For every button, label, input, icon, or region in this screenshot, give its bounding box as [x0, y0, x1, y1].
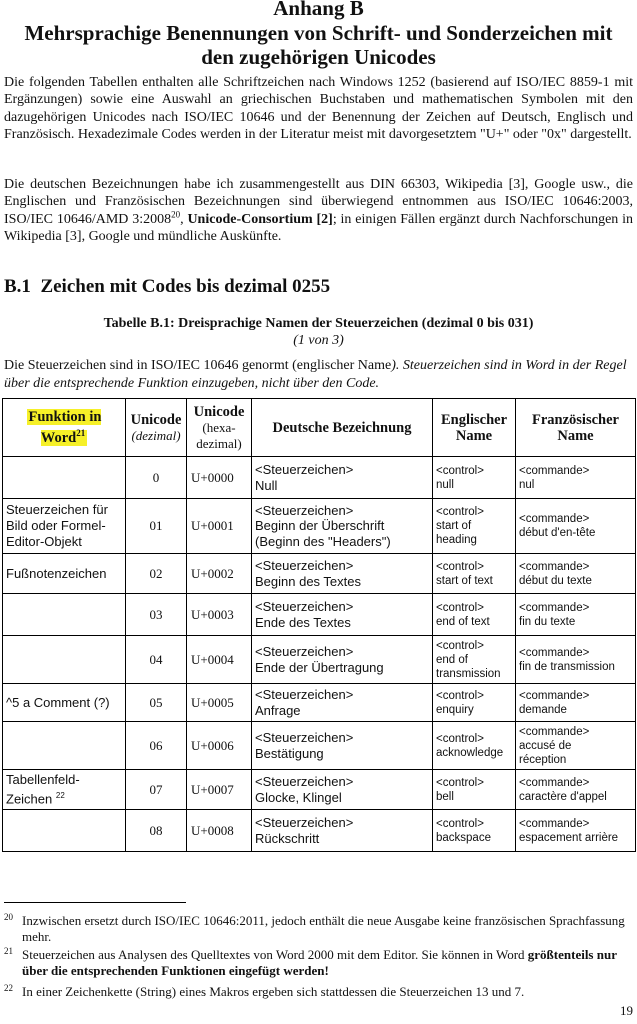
cell-englisch — [433, 684, 516, 722]
cell-franz — [516, 457, 636, 499]
footnote-21: 21 Steuerzeichen aus Analysen des Quelltextes von Word 2000 mit dem Editor. Sie können in Word größtenteils nur über die entsprechenden Funktionen eingefügt werden! — [4, 946, 617, 978]
cell-englisch-line: bell — [436, 790, 454, 803]
cell-unicode-hex: U+0002 — [187, 554, 252, 594]
control-characters-table — [2, 398, 636, 852]
cell-englisch-line: start of text — [436, 574, 493, 587]
cell-franz — [516, 770, 636, 810]
cell-funktion-line: Tabellenfeld- — [6, 771, 80, 787]
cell-englisch-line: enquiry — [436, 703, 474, 716]
cell-franz-line: <commande> — [519, 776, 590, 789]
cell-deutsch-line: <Steuerzeichen> — [255, 815, 354, 830]
cell-funktion — [3, 684, 126, 722]
cell-funktion — [3, 636, 126, 684]
cell-englisch — [433, 636, 516, 684]
cell-deutsch-line: Beginn der Überschrift — [255, 518, 385, 534]
footnote-20: 20 Inzwischen ersetzt durch ISO/IEC 10646:2011, jedoch enthält die neue Ausgabe keine französischen Sprachfassung mehr. — [4, 912, 625, 944]
cell-franz-line: <commande> — [519, 464, 590, 477]
table-row — [3, 499, 636, 554]
cell-englisch-line: acknowledge — [436, 746, 504, 759]
cell-deutsch — [252, 684, 433, 722]
cell-funktion-line: Fußnotenzeichen — [6, 565, 107, 581]
cell-franz-line: espacement arrière — [519, 831, 619, 844]
table-caption-sub: (1 von 3) — [293, 333, 344, 348]
cell-deutsch-line: <Steuerzeichen> — [255, 774, 354, 789]
cell-franz — [516, 684, 636, 722]
cell-deutsch-line: Null — [255, 477, 278, 493]
cell-englisch-line: <control> — [436, 732, 484, 745]
cell-englisch-line: backspace — [436, 831, 491, 844]
intro-paragraph-2 — [4, 176, 633, 245]
header-deutsch: Deutsche Bezeichnung — [252, 399, 433, 457]
page-number: 19 — [620, 1003, 633, 1018]
cell-englisch-line: end of text — [436, 615, 490, 628]
cell-unicode-hex: U+0004 — [187, 636, 252, 684]
table-row — [3, 810, 636, 852]
cell-franz-line: nul — [519, 478, 535, 491]
intro-p2-text2: , — [180, 211, 188, 227]
cell-franz-line: début du texte — [519, 574, 592, 587]
cell-franz-line: <commande> — [519, 817, 590, 830]
cell-funktion — [3, 554, 126, 594]
cell-deutsch-line: Rückschritt — [255, 830, 320, 846]
cell-funktion-line: Bild oder Formel- — [6, 518, 106, 533]
table-intro-normal: Die Steuerzeichen sind in ISO/IEC 10646 genormt (englischer Name — [4, 358, 392, 373]
cell-franz-line: fin du texte — [519, 615, 576, 628]
cell-franz — [516, 636, 636, 684]
cell-funktion-line — [6, 788, 122, 807]
footnote-separator — [4, 902, 186, 903]
cell-deutsch — [252, 457, 433, 499]
cell-unicode-dec: 02 — [126, 554, 187, 594]
cell-funktion-line: Zeichen — [6, 791, 53, 807]
cell-unicode-hex: U+0000 — [187, 457, 252, 499]
cell-englisch-line: <control> — [436, 464, 484, 477]
cell-unicode-dec: 03 — [126, 594, 187, 636]
cell-deutsch — [252, 636, 433, 684]
header-funktion: Funktion in Word$^{21}$ — [3, 399, 126, 457]
cell-unicode-hex: U+0005 — [187, 684, 252, 722]
cell-unicode-hex: U+0001 — [187, 499, 252, 554]
cell-unicode-dec: 05 — [126, 684, 187, 722]
cell-englisch — [433, 722, 516, 770]
cell-unicode-dec: 01 — [126, 499, 187, 554]
cell-funktion-line: Steuerzeichen für — [6, 502, 108, 517]
cell-englisch — [433, 457, 516, 499]
cell-unicode-dec: 06 — [126, 722, 187, 770]
cell-franz-line: <commande> — [519, 646, 590, 659]
table-caption — [0, 315, 637, 349]
cell-unicode-hex: U+0007 — [187, 770, 252, 810]
cell-funktion — [3, 810, 126, 852]
cell-funktion — [3, 594, 126, 636]
cell-englisch-line: transmission — [436, 667, 501, 680]
cell-franz-line: demande — [519, 703, 567, 716]
intro-p2-text3: ; in einigen Fällen ergänzt durch Nachforschungen in Wikipedia [3], Google und mündliche Auskünfte. — [4, 211, 634, 244]
cell-funktion-line: Editor-Objekt — [6, 534, 82, 549]
cell-funktion — [3, 770, 126, 810]
cell-deutsch-line: Ende des Textes — [255, 614, 351, 630]
cell-unicode-dec: 08 — [126, 810, 187, 852]
intro-p2-bold: Unicode-Consortium [2] — [187, 211, 333, 227]
table-row — [3, 554, 636, 594]
cell-franz — [516, 722, 636, 770]
cell-englisch — [433, 554, 516, 594]
cell-franz-line: fin de transmission — [519, 660, 615, 673]
cell-deutsch — [252, 770, 433, 810]
cell-deutsch-line: <Steuerzeichen> — [255, 558, 354, 573]
cell-englisch-line: <control> — [436, 776, 484, 789]
cell-deutsch-line: Beginn des Textes — [255, 573, 361, 589]
cell-englisch-line: <control> — [436, 689, 484, 702]
cell-englisch-line: <control> — [436, 601, 484, 614]
header-unicode-hex: Unicode (hexa- dezimal) — [187, 399, 252, 457]
cell-deutsch — [252, 499, 433, 554]
footnote-ref-20: 20 — [171, 208, 181, 219]
table-row — [3, 636, 636, 684]
table-row — [3, 684, 636, 722]
cell-franz — [516, 554, 636, 594]
cell-franz — [516, 810, 636, 852]
cell-unicode-hex: U+0008 — [187, 810, 252, 852]
cell-unicode-hex: U+0006 — [187, 722, 252, 770]
footnote-ref-21: 21 — [76, 428, 86, 439]
cell-funktion-line: ^5 a Comment (?) — [6, 694, 110, 710]
table-row — [3, 457, 636, 499]
cell-funktion — [3, 499, 126, 554]
cell-englisch-line: <control> — [436, 639, 484, 652]
cell-englisch-line: <control> — [436, 506, 484, 518]
cell-englisch — [433, 810, 516, 852]
cell-deutsch-line: <Steuerzeichen> — [255, 730, 354, 745]
cell-englisch-line: start of — [436, 520, 472, 532]
cell-deutsch-line: Anfrage — [255, 702, 301, 718]
footnote-22: 22 In einer Zeichenkette (String) eines Makros ergeben sich stattdessen die Steuerzeichen 13 und 7. — [4, 983, 525, 999]
cell-franz-line: <commande> — [519, 513, 590, 525]
cell-englisch — [433, 499, 516, 554]
table-row — [3, 722, 636, 770]
cell-franz-line: début d'en-tête — [519, 527, 596, 539]
cell-franz-line: accusé de — [519, 739, 572, 752]
cell-deutsch — [252, 722, 433, 770]
header-franz: Französischer Name — [516, 399, 636, 457]
section-heading — [4, 276, 330, 298]
cell-deutsch-line: Glocke, Klingel — [255, 789, 342, 805]
appendix-title — [0, 21, 637, 69]
table-caption-label: Tabelle B.1: Dreisprachige Namen der Steuerzeichen (dezimal 0 bis 031) — [103, 316, 534, 331]
cell-englisch — [433, 770, 516, 810]
cell-deutsch-line: Bestätigung — [255, 745, 324, 761]
table-intro — [4, 357, 633, 392]
cell-franz-line: <commande> — [519, 689, 590, 702]
header-englisch: Englischer Name — [433, 399, 516, 457]
cell-deutsch-line: <Steuerzeichen> — [255, 687, 354, 702]
cell-franz — [516, 499, 636, 554]
appendix-heading: Anhang B — [273, 0, 364, 20]
cell-unicode-dec: 0 — [126, 457, 187, 499]
cell-franz-line: réception — [519, 753, 567, 766]
table-row — [3, 770, 636, 810]
cell-funktion — [3, 722, 126, 770]
cell-unicode-dec: 04 — [126, 636, 187, 684]
table-intro-italic: ). Steuerzeichen sind in Word in der Regel über die entsprechende Funktion einzugeben, nicht über den Code. — [4, 358, 627, 391]
cell-englisch-line: end of — [436, 653, 468, 666]
intro-paragraph-1: Die folgenden Tabellen enthalten alle Schriftzeichen nach Windows 1252 (basierend auf ISO/IEC 8859-1 mit Ergänzungen) sowie eine Auswahl an griechischen Buchstaben und mathematischen Symbolen mit den dazugehörigen Unicodes nach ISO/IEC 10646 und der Benennung der Zeichen auf Deutsch, Englisch und Französisch. Hexadezimale Codes werden in der Literatur meist mit davorgesetztem "U+" oder "0x" dargestellt. — [4, 75, 633, 142]
cell-deutsch — [252, 810, 433, 852]
cell-unicode-dec: 07 — [126, 770, 187, 810]
footnote-ref: 22 — [55, 790, 65, 800]
cell-funktion — [3, 457, 126, 499]
cell-franz-line: <commande> — [519, 601, 590, 614]
cell-deutsch — [252, 554, 433, 594]
cell-deutsch-line: Ende der Übertragung — [255, 659, 384, 675]
cell-deutsch-line: (Beginn des "Headers") — [255, 533, 391, 549]
intro-p2-text1: Die deutschen Bezeichnungen habe ich zusammengestellt aus DIN 66303, Wikipedia [3], Google usw., die Englischen und Französischen Bezeichnungen sind überwiegend entnommen aus ISO/IEC 10646:2003, ISO/IEC 10646/AMD 3:2008 — [4, 177, 633, 227]
cell-franz-line: <commande> — [519, 725, 590, 738]
cell-deutsch — [252, 594, 433, 636]
cell-franz-line: caractère d'appel — [519, 790, 607, 803]
section-number: B.1 — [4, 276, 31, 297]
header-unicode-dec: Unicode (dezimal) — [126, 399, 187, 457]
table-row — [3, 594, 636, 636]
cell-englisch-line: heading — [436, 534, 477, 546]
cell-deutsch-line: <Steuerzeichen> — [255, 644, 354, 659]
cell-englisch — [433, 594, 516, 636]
cell-franz-line: <commande> — [519, 560, 590, 573]
cell-deutsch-line: <Steuerzeichen> — [255, 502, 354, 518]
cell-deutsch-line: <Steuerzeichen> — [255, 462, 354, 477]
cell-englisch-line: <control> — [436, 560, 484, 573]
cell-unicode-hex: U+0003 — [187, 594, 252, 636]
cell-franz — [516, 594, 636, 636]
table-header-row — [3, 399, 636, 457]
appendix-title-line2: den zugehörigen Unicodes — [201, 45, 436, 69]
cell-englisch-line: <control> — [436, 817, 484, 830]
section-title: Zeichen mit Codes bis dezimal 0255 — [40, 276, 331, 297]
cell-deutsch-line: <Steuerzeichen> — [255, 599, 354, 614]
cell-englisch-line: null — [436, 478, 454, 491]
appendix-title-line1: Mehrsprachige Benennungen von Schrift- und Sonderzeichen mit — [24, 21, 613, 45]
